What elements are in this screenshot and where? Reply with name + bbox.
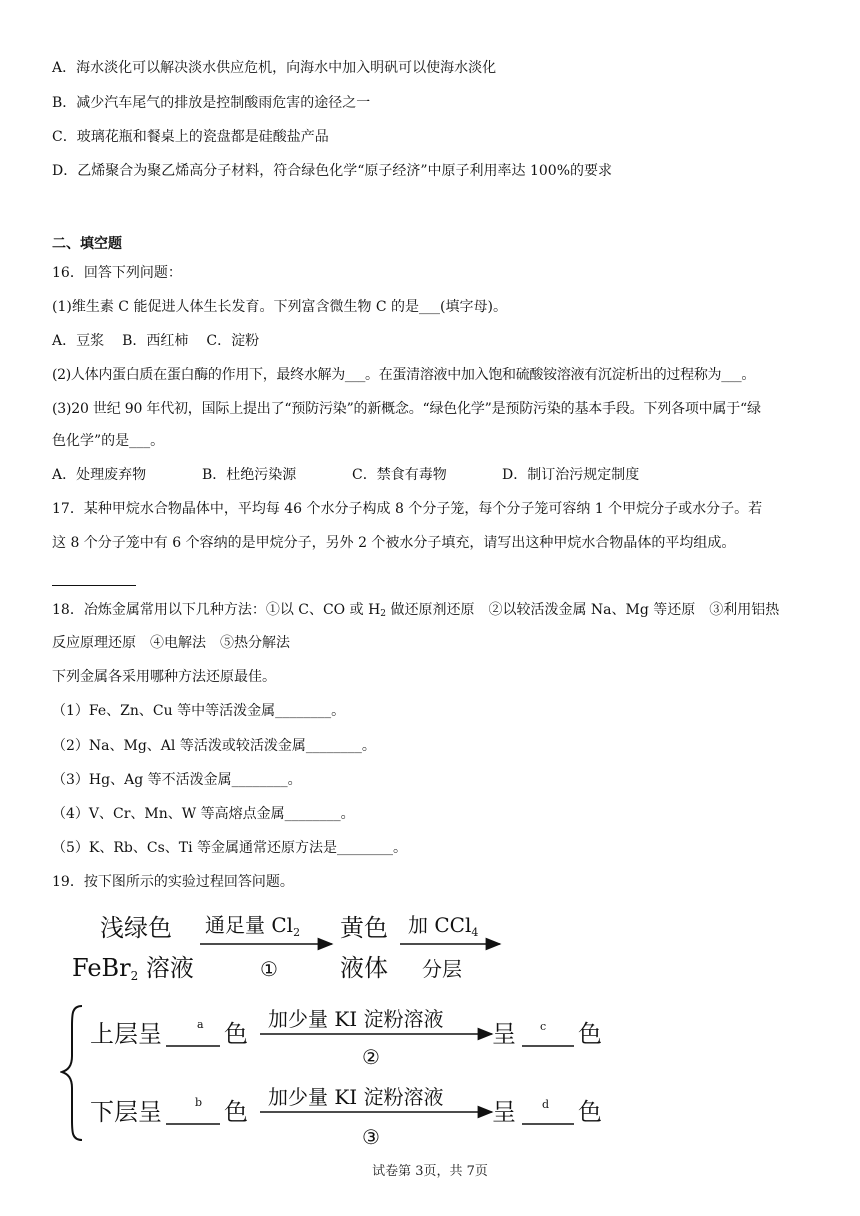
q16-p3-option-d: D．制订治污规定制度 <box>502 467 640 483</box>
q18-item-2: （2）Na、Mg、Al 等活泼或较活泼金属________。 <box>52 738 376 754</box>
lower-result-prefix: 呈 <box>492 1098 516 1126</box>
q17-line1: 17．某种甲烷水合物晶体中，平均每 46 个水分子构成 8 个分子笼，每个分子笼可容纳 1 个甲烷分子或水分子。若 <box>52 501 763 517</box>
q16-p1-option-a: A．豆浆 <box>52 333 105 349</box>
q18-item-5: （5）K、Rb、Cs、Ti 等金属通常还原方法是________。 <box>52 840 408 856</box>
q16-part3-line2: 色化学”的是___。 <box>52 433 165 449</box>
q16-stem: 16．回答下列问题： <box>52 265 182 281</box>
q18-item-4: （4）V、Cr、Mn、W 等高熔点金属________。 <box>52 806 355 822</box>
blank-d-label: d <box>542 1098 550 1111</box>
arrow4-bottom-label: ③ <box>362 1125 380 1149</box>
section-title: 二、填空题 <box>52 236 122 252</box>
q18-item-3: （3）Hg、Ag 等不活泼金属________。 <box>52 772 302 788</box>
blank-b-label: b <box>195 1096 203 1109</box>
q16-p1-option-c: C．淀粉 <box>206 333 260 349</box>
q18-line1-a: 18．冶炼金属常用以下几种方法：①以 C、CO 或 H <box>52 602 381 618</box>
option-c: C．玻璃花瓶和餐桌上的瓷盘都是硅酸盐产品 <box>52 129 329 145</box>
lower-prefix: 下层呈 <box>90 1098 162 1126</box>
arrow2-top-label: 加 CCl$_4$ <box>408 913 479 939</box>
q19-stem: 19．按下图所示的实验过程回答问题。 <box>52 874 294 890</box>
blank-a-label: a <box>197 1018 204 1031</box>
experiment-flow-diagram <box>60 906 620 1156</box>
left-brace <box>62 1006 82 1140</box>
q17-line2: 这 8 个分子笼中有 6 个容纳的是甲烷分子，另外 2 个被水分子填充，请写出这种甲烷水合物晶体的平均组成。 <box>52 535 736 551</box>
start-line2: FeBr2 溶液 <box>72 954 194 983</box>
q16-p3-option-a: A．处理废弃物 <box>52 467 147 483</box>
arrow3-top-label: 加少量 KI 淀粉溶液 <box>268 1007 444 1031</box>
blank-c-label: c <box>540 1020 547 1033</box>
option-b: B．减少汽车尾气的排放是控制酸雨危害的途径之一 <box>52 95 371 111</box>
q16-part2: (2)人体内蛋白质在蛋白酶的作用下，最终水解为___。在蛋清溶液中加入饱和硫酸铵溶液有沉淀析出的过程称为___。 <box>52 367 756 383</box>
q16-part1: (1)维生素 C 能促进人体生长发育。下列富含微生物 C 的是___(填字母)。 <box>52 299 507 315</box>
arrow1-bottom-label: ① <box>260 957 278 981</box>
q16-p3-option-b: B．杜绝污染源 <box>202 467 297 483</box>
q17-answer-blank <box>52 566 136 586</box>
option-a: A．海水淡化可以解决淡水供应危机，向海水中加入明矾可以使海水淡化 <box>52 60 497 76</box>
page-footer: 试卷第 3页，共 7页 <box>372 1164 488 1179</box>
q16-p3-option-c: C．禁食有毒物 <box>352 467 447 483</box>
upper-result-suffix: 色 <box>578 1020 602 1048</box>
upper-result-prefix: 呈 <box>492 1020 516 1048</box>
arrow1-top-label: 通足量 $Cl_2$ <box>205 913 301 939</box>
mid-line1: 黄色 <box>340 914 388 942</box>
upper-suffix: 色 <box>224 1020 248 1048</box>
lower-suffix: 色 <box>224 1098 248 1126</box>
q18-line3: 下列金属各采用哪种方法还原最佳。 <box>52 669 276 685</box>
q18-line1 <box>52 600 779 624</box>
mid-line2: 液体 <box>340 954 388 982</box>
q16-part3-line1: (3)20 世纪 90 年代初，国际上提出了“预防污染”的新概念。“绿色化学”是预防污染的基本手段。下列各项中属于“绿 <box>52 401 761 417</box>
arrow4-top-label: 加少量 KI 淀粉溶液 <box>268 1085 444 1109</box>
q18-item-1: （1）Fe、Zn、Cu 等中等活泼金属________。 <box>52 703 346 719</box>
q16-part3-options <box>52 465 639 485</box>
start-line1: 浅绿色 <box>100 914 172 942</box>
q18-line2: 反应原理还原 ④电解法 ⑤热分解法 <box>52 635 290 651</box>
option-d: D．乙烯聚合为聚乙烯高分子材料，符合绿色化学“原子经济”中原子利用率达 100%的要求 <box>52 163 613 179</box>
upper-prefix: 上层呈 <box>90 1020 162 1048</box>
q16-part1-options <box>52 331 259 351</box>
q16-p1-option-b: B．西红柿 <box>122 333 189 349</box>
arrow2-bottom-label: 分层 <box>422 957 462 981</box>
q18-line1-sub: 2 <box>380 609 387 619</box>
arrow3-bottom-label: ② <box>362 1045 380 1069</box>
q18-line1-b: 做还原剂还原 ②以较活泼金属 Na、Mg 等还原 ③利用铝热 <box>386 602 780 618</box>
lower-result-suffix: 色 <box>578 1098 602 1126</box>
